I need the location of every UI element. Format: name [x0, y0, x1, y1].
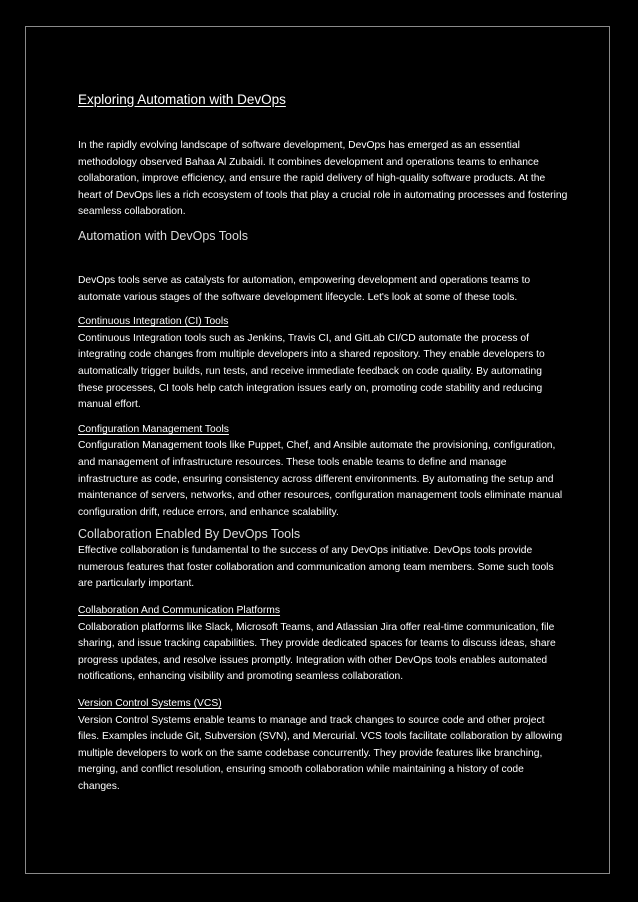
subheading-collab-platforms: Collaboration And Communication Platforms — [78, 605, 281, 617]
automation-paragraph: DevOps tools serve as catalysts for automation, empowering development and operations teams to automate various stages of the software development lifecycle. Let's look at some of these tools. — [78, 274, 531, 303]
intro-paragraph: In the rapidly evolving landscape of software development, DevOps has emerged as an essential methodology observed Bahaa Al Zubaidi. It combines development and operations teams to enhance collaboration, improve efficiency, and ensure the rapid delivery of high-quality software products. At the heart of DevOps lies a rich ecosystem of tools that play a crucial role in automating processes and fostering seamless collaboration. — [78, 140, 568, 218]
subheading-vcs: Version Control Systems (VCS) — [78, 698, 222, 710]
document-body — [78, 90, 568, 796]
config-management-paragraph: Configuration Management tools like Puppet, Chef, and Ansible automate the provisioning, configuration, and management of infrastructure resources. These tools enable teams to define and manage infrastructure as code, ensuring consistency across different environments. By automating the setup and maintenance of servers, networks, and other resources, configuration management tools eliminate manual configuration drift, reduce errors, and enhance scalability. — [78, 440, 563, 518]
section-heading-collaboration: Collaboration Enabled By DevOps Tools — [78, 527, 301, 542]
document-title: Exploring Automation with DevOps — [78, 92, 286, 107]
subheading-config-management: Configuration Management Tools — [78, 423, 229, 435]
collab-platforms-paragraph: Collaboration platforms like Slack, Microsoft Teams, and Atlassian Jira offer real-time communication, file sharing, and issue tracking capabilities. They provide dedicated spaces for teams to discuss ideas, share progress updates, and resolve issues promptly. Integration with other DevOps tools enables automated notifications, enhancing visibility and promoting seamless collaboration. — [78, 621, 556, 683]
collaboration-paragraph: Effective collaboration is fundamental to the success of any DevOps initiative. DevOps tools provide numerous features that foster collaboration and communication among team members. Some such tools are particularly important. — [78, 545, 554, 590]
vcs-paragraph: Version Control Systems enable teams to manage and track changes to source code and other project files. Examples include Git, Subversion (SVN), and Mercurial. VCS tools facilitate collaboration by allowing multiple developers to work on the same codebase concurrently. They provide features like branching, merging, and conflict resolution, ensuring smooth collaboration while maintaining a history of code changes. — [78, 714, 563, 792]
ci-tools-paragraph: Continuous Integration tools such as Jenkins, Travis CI, and GitLab CI/CD automate the process of integrating code changes from multiple developers into a shared repository. They enable developers to automatically trigger builds, run tests, and receive immediate feedback on code quality. By automating these processes, CI tools help catch integration issues early on, promoting code stability and reducing manual effort. — [78, 332, 545, 411]
subheading-ci-tools: Continuous Integration (CI) Tools — [78, 316, 229, 328]
section-heading-automation: Automation with DevOps Tools — [78, 228, 248, 243]
